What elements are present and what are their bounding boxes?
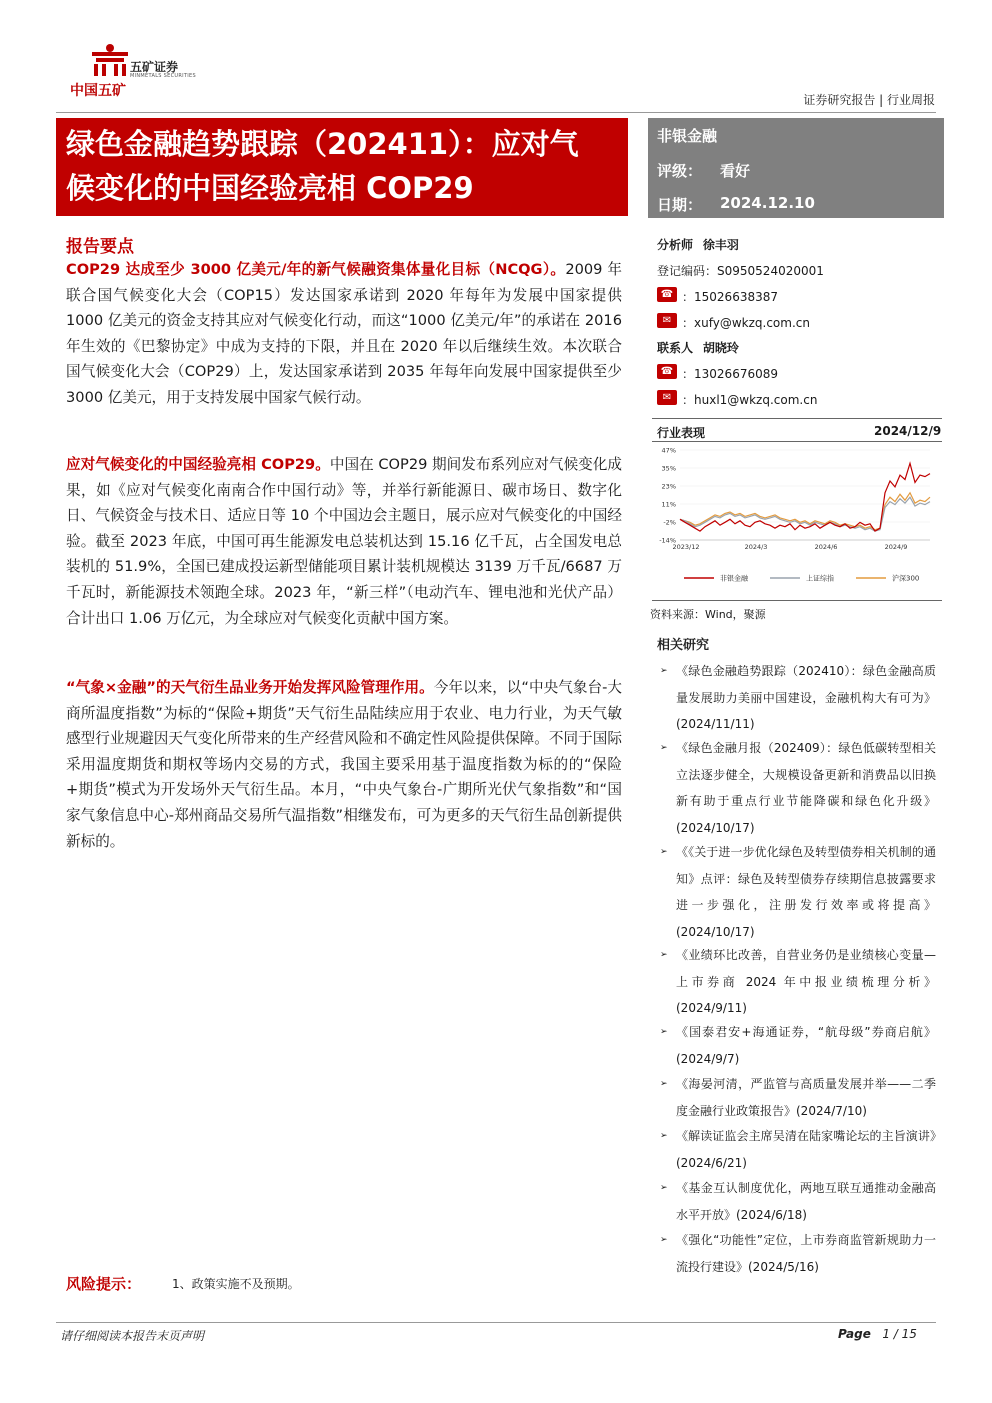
contact-name: 胡晓玲 bbox=[702, 341, 739, 355]
bullet-arrow-icon: ➢ bbox=[660, 743, 668, 753]
chart-x-ticks bbox=[672, 543, 907, 551]
footer-divider bbox=[56, 1322, 936, 1323]
summary-paragraph-3 bbox=[66, 675, 622, 854]
logo-group-name: 中国五矿 bbox=[70, 83, 126, 99]
date-value: 2024.12.10 bbox=[720, 194, 815, 212]
bullet-arrow-icon: ➢ bbox=[660, 950, 668, 960]
paragraph-3-body: 今年以来，以“中央气象台-大商所温度指数”为标的“保险+期货”天气衍生品陆续应用于农业、电力行业，为天气敏感型行业规避因天气变化所带来的生产经营风险和不确定性风险提供保障。不同于国际采用温度期货和期权等场内交易的方式，我国主要采用基于温度指数为标的的“保险+期货”模式为开发场外天气衍生品。本月，“中央气象台-广期所光伏气象指数”和“国家气象信息中心-郑州商品交易所气温指数”相继发布，可为更多的天气衍生品创新提供新标的。 bbox=[66, 679, 622, 850]
industry-performance-chart bbox=[652, 444, 942, 592]
report-title-line-2: 候变化的中国经验亮相 COP29 bbox=[66, 171, 474, 205]
chart-source: 资料来源：Wind，聚源 bbox=[650, 608, 766, 621]
bullet-arrow-icon: ➢ bbox=[660, 1235, 668, 1245]
related-research-title: 《强化“功能性”定位，上市券商监管新规助力一流投行建设》(2024/5/16) bbox=[676, 1233, 936, 1274]
rating-label: 评级： bbox=[657, 162, 703, 180]
paragraph-1-body: 2009 年联合国气候变化大会（COP15）发达国家承诺到 2020 年每年为发展中国家提供 1000 亿美元的资金支持其应对气候变化行动，而这“1000 亿美元/年”的承诺在 2016 年生效的《巴黎协定》中成为支持的下限，并且在 2020 年以后继续生效。本次联合国气候变化大会（COP29）上，发达国家承诺到 2035 年每年向发展中国家提供至少 3000 亿美元，用于支持发展中国家气候行动。 bbox=[66, 261, 622, 406]
chart-grid bbox=[680, 450, 930, 540]
email-icon: ✉ bbox=[657, 390, 677, 405]
email-icon: ✉ bbox=[657, 313, 677, 328]
chart-series-lines bbox=[680, 463, 930, 531]
related-research-title: 《绿色金融趋势跟踪（202410）：绿色金融高质量发展助力美丽中国建设，金融机构大有可为》(2024/11/11) bbox=[676, 664, 936, 731]
bullet-arrow-icon: ➢ bbox=[660, 1183, 668, 1193]
related-research-item[interactable] bbox=[660, 1071, 936, 1124]
brand-name: 五矿证券 bbox=[130, 60, 179, 74]
report-title-line-1: 绿色金融趋势跟踪（202411）：应对气 bbox=[66, 127, 579, 161]
related-research-item[interactable] bbox=[660, 1175, 936, 1228]
related-research-item[interactable] bbox=[660, 1227, 936, 1280]
chart-legend bbox=[684, 574, 919, 583]
related-research-heading: 相关研究 bbox=[657, 638, 710, 653]
chart-title: 行业表现 bbox=[657, 426, 706, 440]
related-research-item[interactable] bbox=[660, 1123, 936, 1176]
paragraph-1-lead: COP29 达成至少 3000 亿美元/年的新气候融资集体量化目标（NCQG）。 bbox=[66, 261, 566, 278]
paragraph-2-body: 中国在 COP29 期间发布系列应对气候变化成果，如《应对气候变化南南合作中国行动》等，并举行新能源日、碳市场日、数字化日、气候资金与技术日、适应日等 10 个中国边会主题日，展示应对气候变化的中国经验。截至 2023 年底，中国可再生能源发电总装机达到 15.16 亿千瓦，占全国发电总装机的 51.9%，全国已建成投运新型储能项目累计装机规模达 3139 万千瓦/6687 万千瓦时，新能源技术领跑全球。2023 年，“新三样”（电动汽车、锂电池和光伏产品）合计出口 1.06 万亿元，为全球应对气候变化贡献中国方案。 bbox=[66, 456, 623, 627]
chart-bottom-divider bbox=[652, 600, 942, 601]
analyst-name: 徐丰羽 bbox=[702, 238, 739, 252]
analyst-label: 分析师 bbox=[657, 238, 694, 252]
industry-name: 非银金融 bbox=[657, 127, 718, 145]
registration-number: S0950524020001 bbox=[717, 264, 824, 278]
legend-label: 沪深300 bbox=[892, 574, 920, 583]
bullet-arrow-icon: ➢ bbox=[660, 666, 668, 676]
series-line-上证综指 bbox=[680, 497, 930, 531]
registration-label: 登记编码： bbox=[657, 264, 718, 278]
legend-label: 上证综指 bbox=[806, 574, 834, 583]
footer-disclaimer: 请仔细阅读本报告末页声明 bbox=[60, 1329, 205, 1343]
phone-icon: ☎ bbox=[657, 364, 677, 379]
y-tick-label: -2% bbox=[663, 518, 676, 527]
page-number: Page 1 / 15 bbox=[838, 1327, 917, 1341]
y-tick-label: 23% bbox=[661, 482, 676, 491]
related-research-title: 《解读证监会主席吴清在陆家嘴论坛的主旨演讲》(2024/6/21) bbox=[676, 1129, 936, 1170]
paragraph-3-lead: “气象×金融”的天气衍生品业务开始发挥风险管理作用。 bbox=[66, 679, 434, 696]
chart-top-divider bbox=[652, 418, 942, 419]
related-research-item[interactable] bbox=[660, 1019, 936, 1072]
contact-phone: ：13026676089 bbox=[682, 367, 778, 381]
summary-heading: 报告要点 bbox=[66, 237, 134, 257]
paragraph-2-lead: 应对气候变化的中国经验亮相 COP29。 bbox=[66, 456, 330, 473]
risk-label: 风险提示： bbox=[66, 1275, 142, 1293]
contact-line bbox=[657, 339, 739, 356]
related-research-title: 《《关于进一步优化绿色及转型债券相关机制的通知》点评：绿色及转型债券存续期信息披露要求进一步强化，注册发行效率或将提高》(2024/10/17) bbox=[676, 845, 936, 939]
analyst-line bbox=[657, 236, 739, 253]
bullet-arrow-icon: ➢ bbox=[660, 1027, 668, 1037]
analyst-email[interactable]: ：xufy@wkzq.com.cn bbox=[682, 316, 810, 330]
y-tick-label: 35% bbox=[661, 464, 676, 473]
x-tick-label: 2024/3 bbox=[744, 543, 768, 551]
rating-value: 看好 bbox=[720, 162, 751, 180]
analyst-phone: ：15026638387 bbox=[682, 290, 778, 304]
x-tick-label: 2024/9 bbox=[884, 543, 908, 551]
phone-icon: ☎ bbox=[657, 287, 677, 302]
bullet-arrow-icon: ➢ bbox=[660, 1131, 668, 1141]
contact-label: 联系人 bbox=[657, 341, 694, 355]
chart-date: 2024/12/9 bbox=[874, 424, 942, 438]
y-tick-label: 47% bbox=[661, 446, 676, 455]
contact-email[interactable]: ：huxl1@wkzq.com.cn bbox=[682, 393, 818, 407]
chart-title-divider bbox=[652, 441, 942, 442]
y-tick-label: 11% bbox=[661, 500, 676, 509]
chart-y-ticks bbox=[659, 447, 676, 545]
related-research-title: 《绿色金融月报（202409）：绿色低碳转型相关立法逐步健全，大规模设备更新和消费品以旧换新有助于重点行业节能降碳和绿色化升级》(2024/10/17) bbox=[676, 741, 936, 835]
related-research-item[interactable] bbox=[660, 942, 936, 1022]
series-line-沪深300 bbox=[680, 493, 930, 530]
registration-line bbox=[657, 262, 824, 279]
date-label: 日期： bbox=[657, 196, 703, 214]
related-research-title: 《业绩环比改善，自营业务仍是业绩核心变量—上市券商 2024 年中报业绩梳理分析》(2024/9/11) bbox=[676, 948, 936, 1015]
risk-text: 1、政策实施不及预期。 bbox=[172, 1277, 300, 1291]
related-research-title: 《国泰君安+海通证券，“航母级”券商启航》(2024/9/7) bbox=[676, 1025, 936, 1066]
header-divider bbox=[56, 112, 936, 113]
related-research-title: 《海晏河清，严监管与高质量发展并举——二季度金融行业政策报告》(2024/7/10) bbox=[676, 1077, 936, 1118]
related-research-item[interactable] bbox=[660, 658, 936, 738]
bullet-arrow-icon: ➢ bbox=[660, 1079, 668, 1089]
report-type: 证券研究报告 | 行业周报 bbox=[803, 93, 935, 107]
related-research-title: 《基金互认制度优化，两地互联互通推动金融高水平开放》(2024/6/18) bbox=[676, 1181, 936, 1222]
legend-label: 非银金融 bbox=[720, 574, 748, 583]
summary-paragraph-1 bbox=[66, 257, 622, 411]
related-research-item[interactable] bbox=[660, 839, 936, 945]
bullet-arrow-icon: ➢ bbox=[660, 847, 668, 857]
report-title bbox=[66, 122, 626, 210]
y-tick-label: -14% bbox=[659, 536, 676, 545]
related-research-item[interactable] bbox=[660, 735, 936, 841]
x-tick-label: 2023/12 bbox=[672, 543, 700, 551]
x-tick-label: 2024/6 bbox=[814, 543, 838, 551]
summary-paragraph-2 bbox=[66, 452, 622, 631]
brand-english: MINMETALS SECURITIES bbox=[130, 73, 196, 79]
